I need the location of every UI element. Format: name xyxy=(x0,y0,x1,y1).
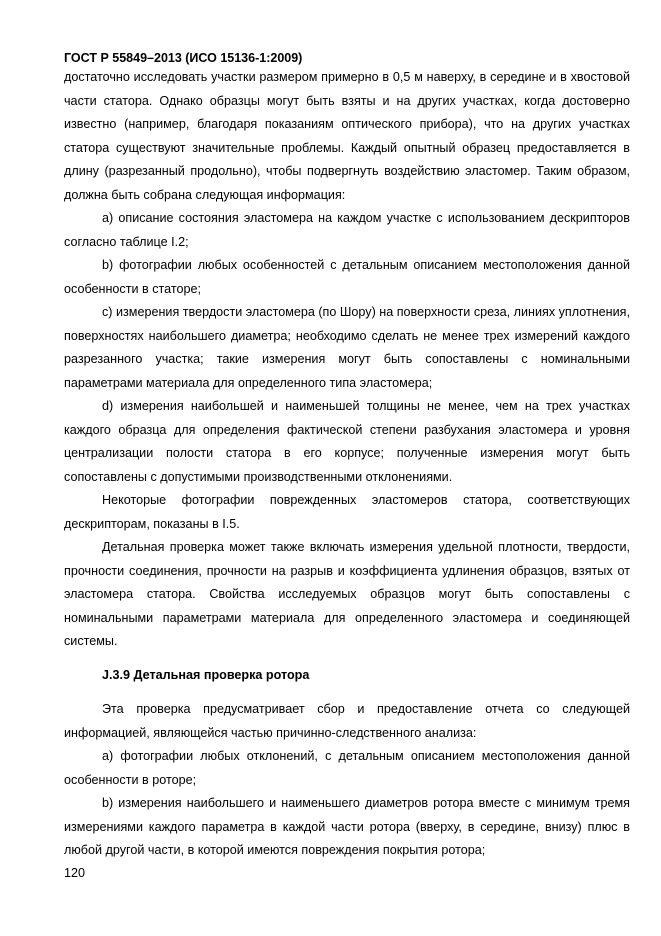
rotor-list-item-a: a) фотографии любых отклонений, с детальным описанием местоположения данной особенности в роторе; xyxy=(64,749,630,787)
document-page xyxy=(64,50,630,881)
paragraph-detailed-check: Детальная проверка может также включать измерения удельной плотности, твердости, прочности соединения, прочности на разрыв и коэффициента удлинения образцов, взятых от эластомера статора. Свойства исследуемых образцов могут быть сопоставлены с номинальными параметрами материала для определенного эластомера и соединяющей системы. xyxy=(64,540,630,648)
document-header-id: ГОСТ Р 55849–2013 (ИСО 15136-1:2009) xyxy=(64,51,303,65)
paragraph-photos-reference: Некоторые фотографии поврежденных эластомеров статора, соответствующих дескрипторам, показаны в I.5. xyxy=(64,493,630,531)
paragraph-intro: достаточно исследовать участки размером примерно в 0,5 м наверху, в середине и в хвостовой части статора. Однако образцы могут быть взяты и на других участках, когда достоверно известно (например, благодаря показаниям оптического прибора), что на других участках статора существуют значительные проблемы. Каждый опытный образец предоставляется в длину (разрезанный продольно), чтобы подвергнуть воздействию эластомер. Таким образом, должна быть собрана следующая информация: xyxy=(64,70,630,202)
list-item-c-hardness: c) измерения твердости эластомера (по Шору) на поверхности среза, линиях уплотнения, поверхностях наибольшего диаметра; необходимо сделать не менее трех измерений каждого разрезанного участка; такие измерения могут быть сопоставлены с номинальными параметрами материала для определенного типа эластомера; xyxy=(64,305,630,390)
section-heading-rotor-inspection: J.3.9 Детальная проверка ротора xyxy=(102,667,310,682)
list-item-d-thickness: d) измерения наибольшей и наименьшей толщины не менее, чем на трех участках каждого образца для определения фактической степени разбухания эластомера и уровня централизации полости статора в его корпусе; полученные измерения могут быть сопоставлены с допустимыми производственными отклонениями. xyxy=(64,399,630,484)
list-item-b-photos: b) фотографии любых особенностей с детальным описанием местоположения данной особенности в статоре; xyxy=(64,258,630,296)
page-number: 120 xyxy=(64,865,86,880)
rotor-list-item-b: b) измерения наибольшего и наименьшего диаметров ротора вместе с минимум тремя измерениями каждого параметра в каждой части ротора (вверху, в середине, внизу) плюс в любой другой части, в которой имеются повреждения покрытия ротора; xyxy=(64,796,630,857)
paragraph-rotor-intro: Эта проверка предусматривает сбор и предоставление отчета со следующей информацией, являющейся частью причинно-следственного анализа: xyxy=(64,702,630,740)
list-item-a-descriptors: a) описание состояния эластомера на каждом участке с использованием дескрипторов согласно таблице I.2; xyxy=(64,211,630,249)
